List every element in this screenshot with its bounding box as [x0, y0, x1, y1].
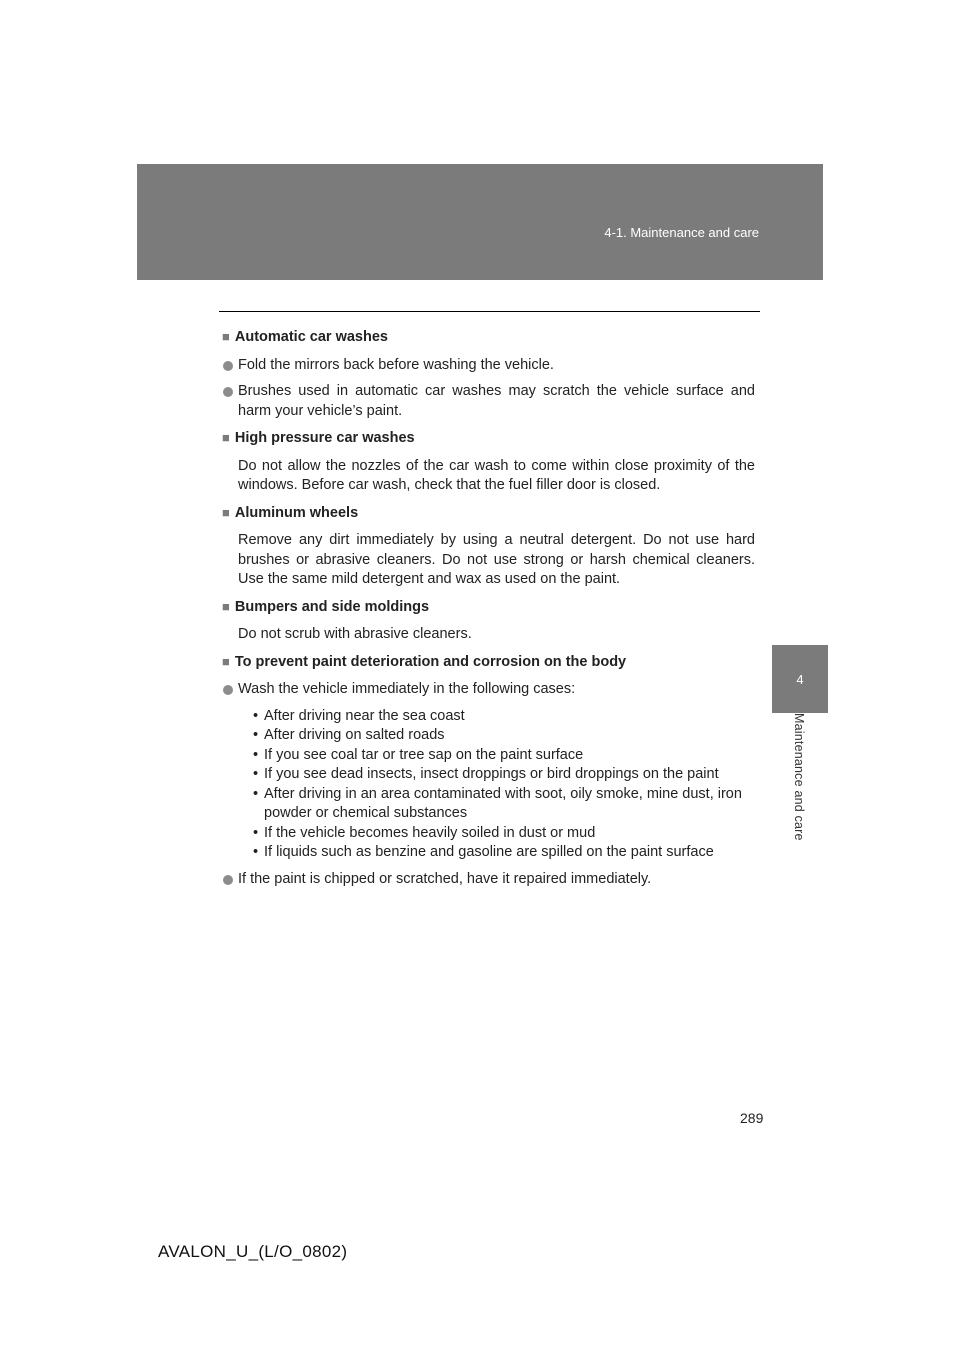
- section-paragraph: Do not scrub with abrasive cleaners.: [238, 626, 472, 642]
- circle-bullet-icon: [223, 685, 233, 695]
- square-bullet-icon: ■: [222, 653, 230, 669]
- chapter-number-tab: 4: [772, 645, 828, 713]
- list-item: • After driving near the sea coast: [253, 707, 465, 724]
- section-paragraph: Do not allow the nozzles of the car wash to come within close proximity of the windows. Before car wash, check that the fuel filler door is closed.: [238, 457, 755, 493]
- header-rule: [219, 311, 760, 312]
- section-heading: ■ To prevent paint deterioration and corrosion on the body: [222, 653, 627, 670]
- circle-bullet-icon: [223, 875, 233, 885]
- section-heading: ■ Automatic car washes: [222, 329, 388, 345]
- circle-bullet-icon: [223, 387, 233, 397]
- page-content: [222, 327, 755, 896]
- list-item: • After driving on salted roads: [253, 727, 445, 743]
- list-item: • If you see coal tar or tree sap on the paint surface: [253, 746, 584, 763]
- document-code: AVALON_U_(L/O_0802): [158, 1242, 348, 1261]
- square-bullet-icon: ■: [222, 430, 230, 445]
- section-paragraph: Remove any dirt immediately by using a neutral detergent. Do not use hard brushes or abrasive cleaners. Do not use strong or harsh chemical cleaners. Use the same mild detergent and wax as used on the paint.: [238, 532, 755, 587]
- section-heading: ■ Aluminum wheels: [222, 504, 359, 521]
- bullet-item: If the paint is chipped or scratched, have it repaired immediately.: [222, 870, 755, 890]
- square-bullet-icon: ■: [222, 504, 230, 520]
- square-bullet-icon: ■: [222, 598, 230, 614]
- circle-bullet-icon: [223, 361, 233, 371]
- bullet-item: Fold the mirrors back before washing the vehicle.: [222, 356, 755, 376]
- page-number: 289: [740, 1110, 764, 1126]
- list-item: • After driving in an area contaminated with soot, oily smoke, mine dust, iron powder or chemical substances: [253, 785, 742, 821]
- header-band: [137, 164, 823, 280]
- chapter-label: Maintenance and care: [792, 713, 806, 841]
- case-list: [222, 707, 755, 863]
- section-heading: ■ High pressure car washes: [222, 430, 415, 446]
- chapter-label-tab: [772, 713, 828, 873]
- list-item: • If the vehicle becomes heavily soiled in dust or mud: [253, 824, 596, 841]
- list-item: • If you see dead insects, insect droppings or bird droppings on the paint: [253, 766, 719, 782]
- section-title: 4-1. Maintenance and care: [604, 225, 759, 240]
- square-bullet-icon: ■: [222, 329, 230, 344]
- bullet-item: Wash the vehicle immediately in the following cases:: [222, 680, 755, 700]
- bullet-item: Brushes used in automatic car washes may scratch the vehicle surface and harm your vehicle’s paint.: [222, 382, 755, 421]
- list-item: • If liquids such as benzine and gasoline are spilled on the paint surface: [253, 844, 714, 860]
- section-heading: ■ Bumpers and side moldings: [222, 598, 430, 615]
